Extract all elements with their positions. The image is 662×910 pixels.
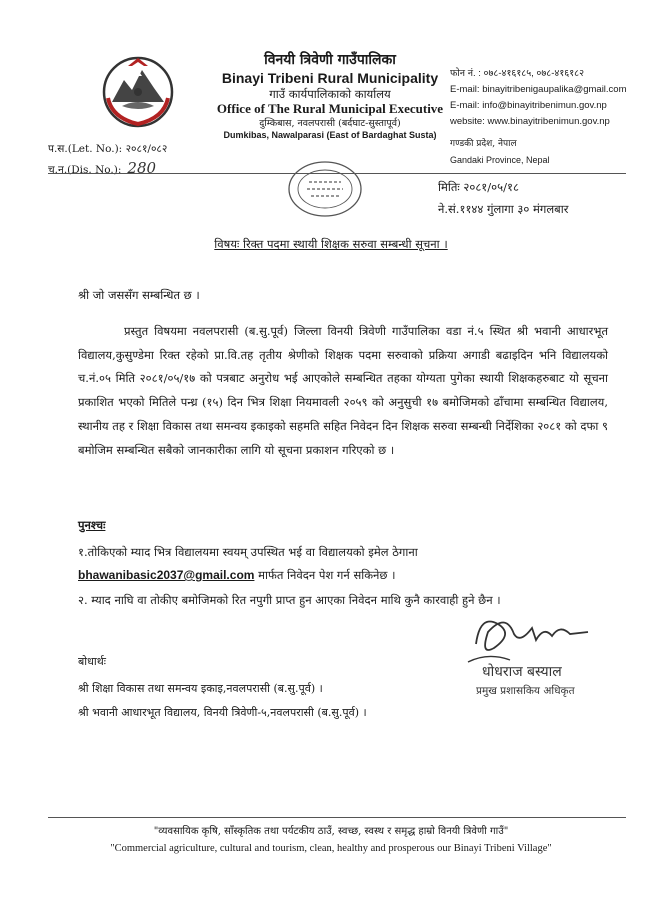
municipality-name-english: Binayi Tribeni Rural Municipality — [221, 69, 439, 86]
date-nepal-sambat: ने.सं.११४४ गुंलागा ३० मंगलबार — [438, 202, 569, 216]
school-email[interactable]: bhawanibasic2037@gmail.com — [78, 568, 255, 582]
website: website: www.binayitribenimun.gov.np — [450, 116, 610, 127]
dispatch-no-value: 280 — [127, 159, 157, 177]
letter-no-value: २०८१/०८२ — [125, 143, 168, 155]
municipality-name-nepali: विनयी त्रिवेणी गाउँपालिका — [264, 52, 396, 68]
footer-slogan-nepali: "व्यवसायिक कृषि, साँस्कृतिक तथा पर्यटकीय ठाउँ, स्वच्छ, स्वस्थ र समृद्ध हाम्रो विनयी त्रिवेणी गाउँ" — [153, 826, 509, 837]
cc-recipient-1: श्री शिक्षा विकास तथा समन्वय इकाइ,नवलपरासी (ब.सु.पूर्व) । — [78, 682, 323, 695]
contact-block — [450, 66, 627, 168]
signature-icon — [458, 604, 608, 702]
dispatch-no-label: च.न.(Dis. No.): — [48, 164, 122, 176]
notice-body: प्रस्तुत विषयमा नवलपरासी (ब.सु.पूर्व) जिल्ला विनयी त्रिवेणी गाउँपालिका वडा नं.५ स्थित श्री भवानी आधारभूत विद्यालय,कुसुण्डेमा रिक्त रहेको प्रा.वि.तह तृतीय श्रेणीको शिक्षक पदमा सरुवाको प्रक्रिया अगाडी बढाइदिन भनि विद्यालयको च.नं.०५ मिति २०८१/०५/१७ को पत्रबाट अनुरोध भई आएकोले सम्बन्धित तहका योग्यता पुगेका स्थायी शिक्षकहरुबाट यो सूचना प्रकाशित भएको मितिले पन्ध्र (१५) दिन भित्र शिक्षा नियमावली २०५९ को अनुसुची १७ बमोजिमको ढाँचामा सम्बन्धित विद्यालय, स्थानीय तह र शिक्षा विकास तथा समन्वय इकाइको सहमति सहित निवेदन दिन शिक्षक सरुवा सम्बन्धी निर्देशिका २०८१ को दफा ९ बमोजिम सम्बन्धित सबैको जानकारीका लागि यो सूचना प्रकाशन गरिएको छ । — [78, 324, 608, 457]
date-block — [438, 176, 568, 220]
postscript-item-1: १.तोकिएको म्याद भित्र विद्यालयमा स्वयम् उपस्थित भई वा विद्यालयको इमेल ठेगाना bhawanibasic2037@gmail.com मार्फत निवेदन पेश गर्न सकिनेछ । — [78, 545, 418, 582]
office-name-english: Office of The Rural Municipal Executive — [216, 101, 444, 117]
address-english: Dumkibas, Nawalparasi (East of Bardaghat Susta) — [223, 129, 437, 140]
date-bs: मितिः २०८१/०५/१८ — [438, 180, 519, 194]
cc-recipient-2: श्री भवानी आधारभूत विद्यालय, विनयी त्रिवेणी-५,नवलपरासी (ब.सु.पूर्व) । — [78, 706, 367, 719]
postscript-label: पुनश्चः — [78, 518, 106, 532]
province-nepali: गण्डकी प्रदेश, नेपाल — [450, 139, 517, 149]
signatory-title: प्रमुख प्रशासकिय अधिकृत — [476, 685, 575, 697]
reference-numbers — [48, 140, 167, 180]
email-primary: E-mail: binayitribenigaupalika@gmail.com — [450, 84, 627, 95]
phone-number: फोन नं. : ०७८-४१६१८५, ०७८-४१६१८२ — [450, 68, 585, 79]
cc-label: बोधार्थः — [78, 655, 106, 668]
footer-slogan-english: "Commercial agriculture, cultural and tourism, clean, healthy and prosperous our Binayi Tribeni Village" — [110, 843, 552, 854]
nepal-emblem-icon — [98, 52, 178, 132]
office-name-nepali: गाउँ कार्यपालिकाको कार्यालय — [269, 87, 391, 101]
province-english: Gandaki Province, Nepal — [450, 155, 550, 165]
signatory-name: धोधराज बस्याल — [482, 664, 562, 680]
letter-no-label: प.स.(Let. No.): — [48, 143, 123, 155]
subject-line: विषयः रिक्त पदमा स्थायी शिक्षक सरुवा सम्बन्धी सूचना । — [214, 237, 448, 251]
footer-divider — [48, 817, 626, 818]
address-nepali: दुम्किबास, नवलपरासी (बर्दघाट-सुस्तापूर्व) — [259, 117, 401, 129]
email-secondary: E-mail: info@binayitribenimun.gov.np — [450, 100, 607, 111]
header-divider — [48, 173, 626, 174]
office-stamp-icon — [285, 158, 365, 220]
postscript-item-2: २. म्याद नाघि वा तोकीए बमोजिमको रित नपुगी प्राप्त हुन आएका निवेदन माथि कुनै कारवाही हुने छैन । — [78, 593, 501, 607]
addressee: श्री जो जससँग सम्बन्धित छ । — [78, 288, 200, 302]
